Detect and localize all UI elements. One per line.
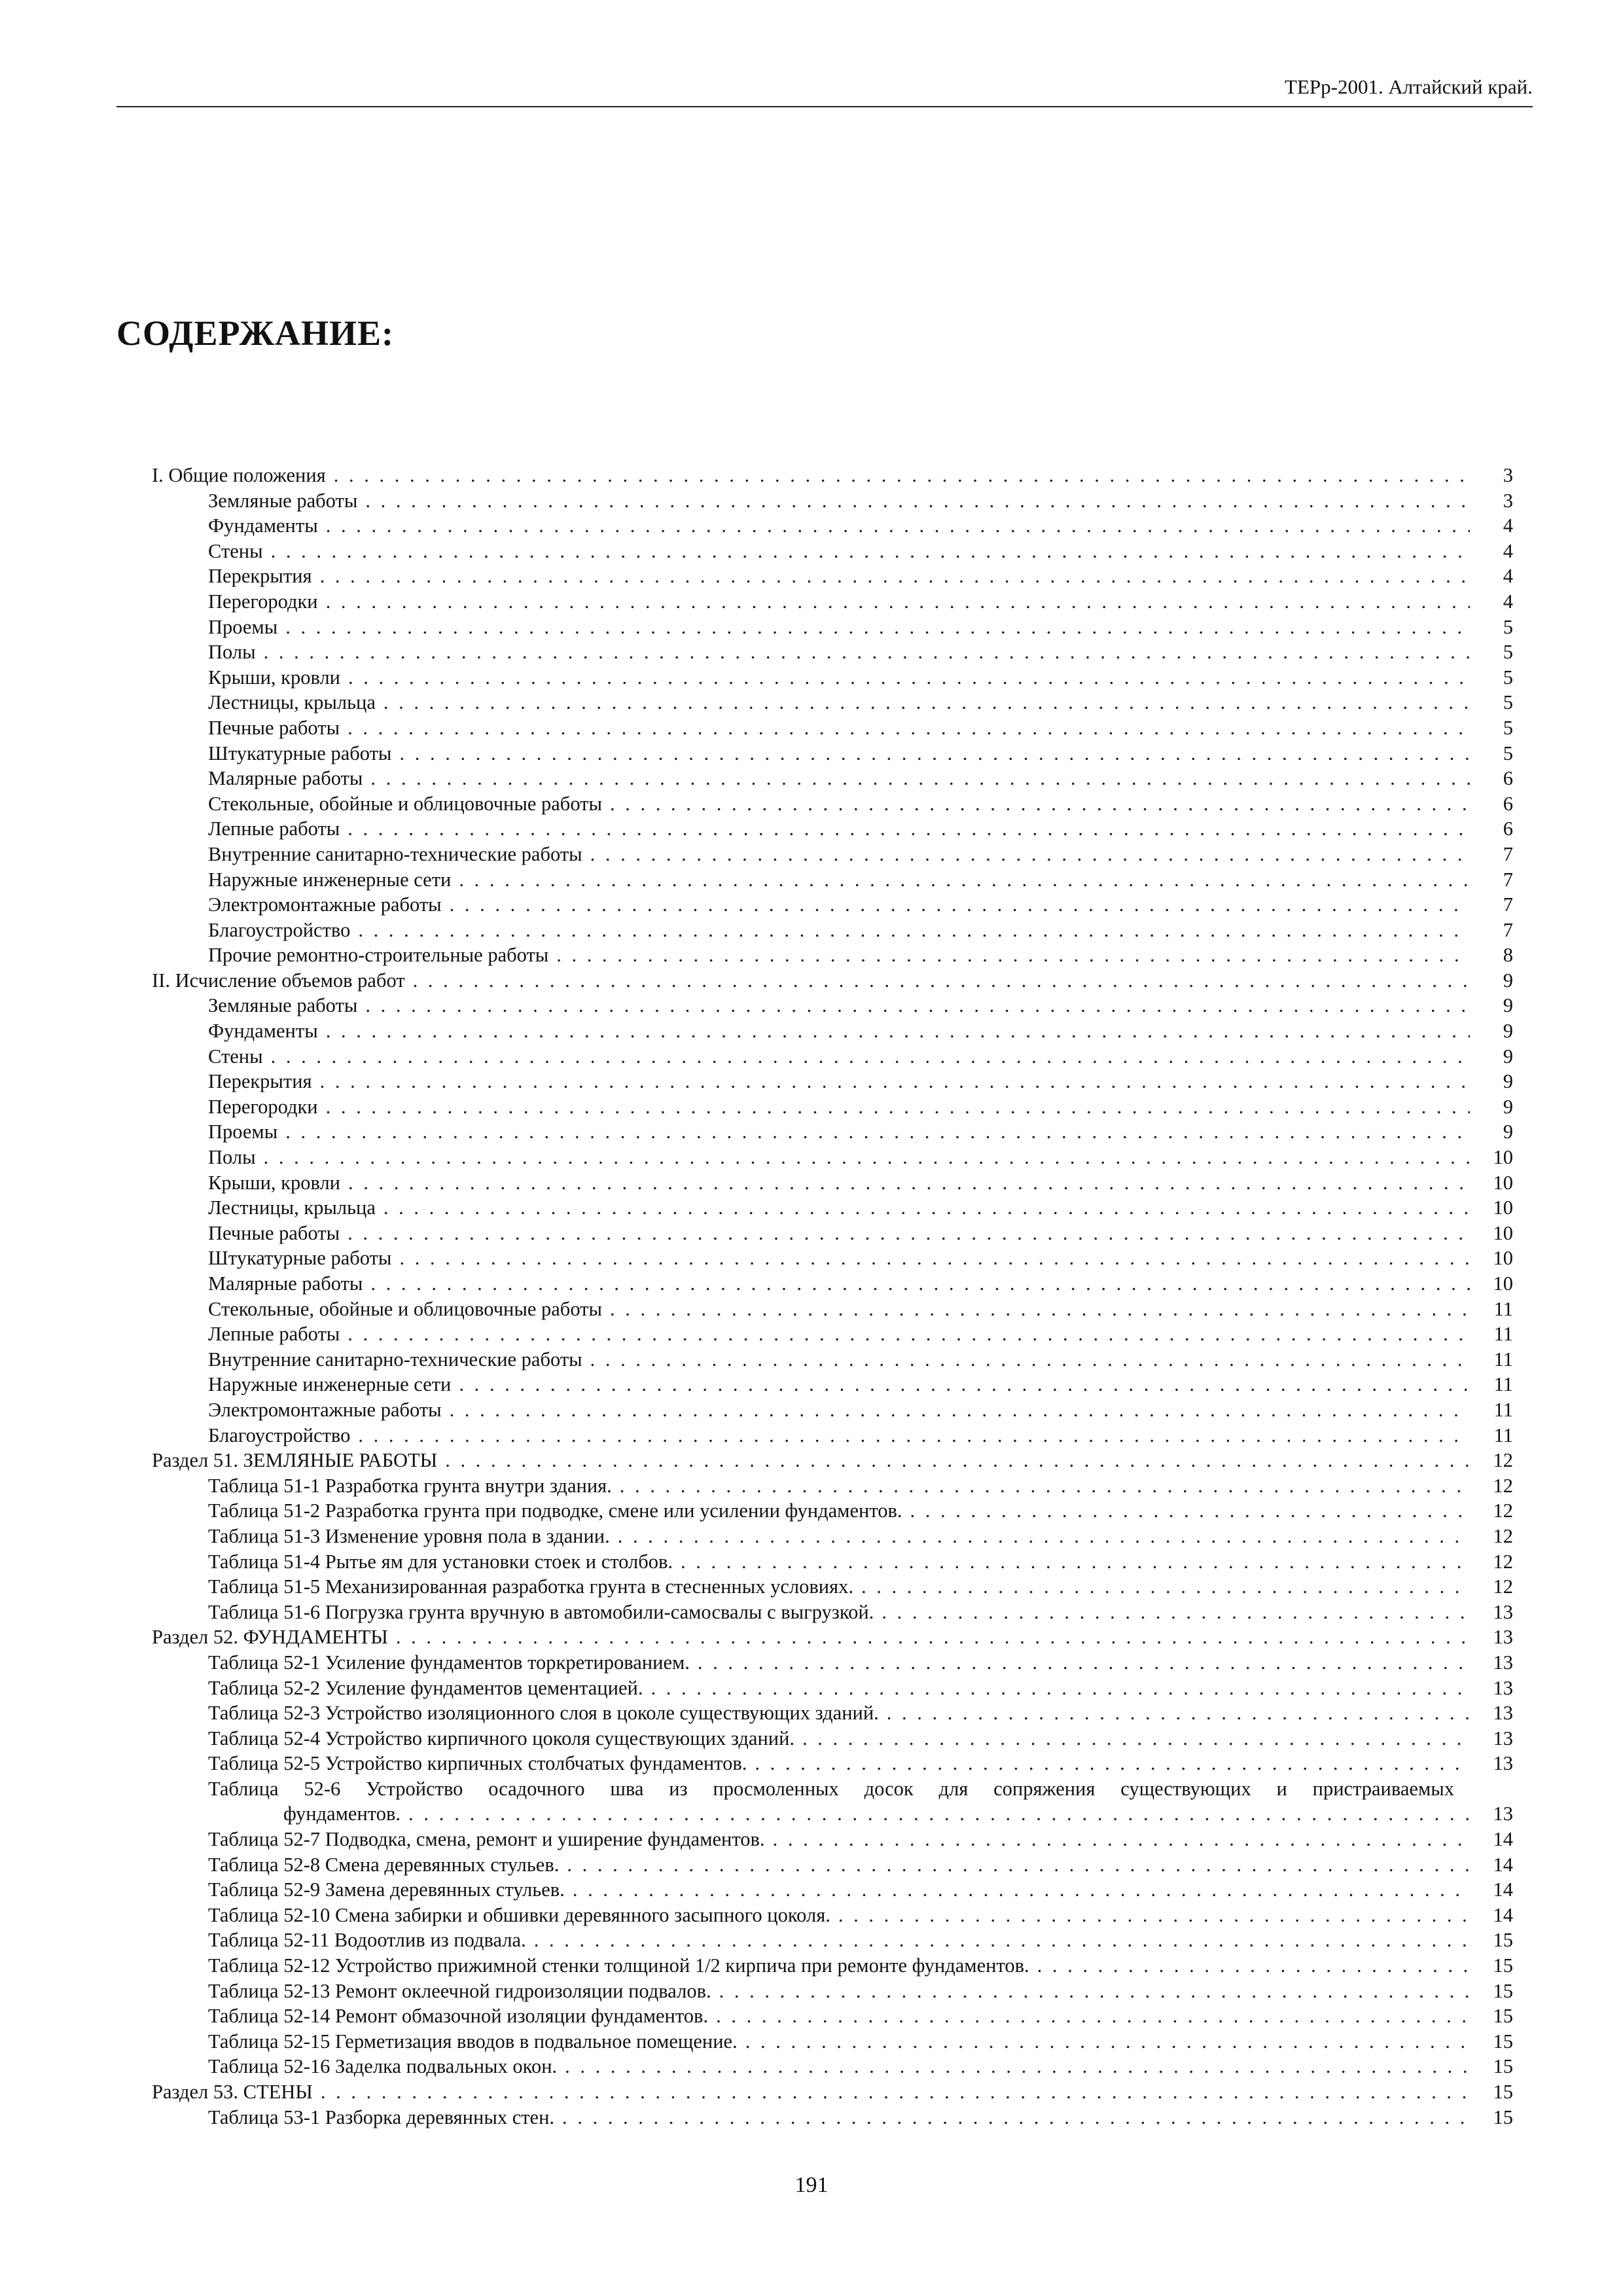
toc-entry-text: Стекольные, обойные и облицовочные работы: [208, 1297, 602, 1320]
toc-entry[interactable]: [152, 1221, 1513, 1246]
toc-entry-text: Таблица 52-8 Смена деревянных стульев.: [208, 1853, 560, 1876]
toc-entry-text: Таблица 52-2 Усиление фундаментов цементацией.: [208, 1676, 643, 1699]
dot-leader: [573, 1877, 1470, 1903]
toc-entry-text: Штукатурные работы: [208, 1247, 392, 1270]
dot-leader: [882, 1600, 1470, 1625]
dot-leader: [264, 1145, 1470, 1170]
toc-page-number: 14: [1493, 1903, 1513, 1926]
toc-entry-text: Перекрытия: [208, 565, 312, 588]
toc-page-number: 15: [1493, 1929, 1513, 1952]
toc-page-number: 7: [1503, 868, 1513, 891]
toc-page-number: 10: [1493, 1272, 1513, 1295]
toc-entry[interactable]: [152, 1524, 1513, 1549]
toc-entry-text-continued: фундаментов.: [283, 1803, 401, 1825]
toc-entry-text: Крыши, кровли: [208, 1171, 341, 1194]
toc-entry[interactable]: [152, 2003, 1513, 2029]
dot-leader: [719, 1979, 1470, 2004]
toc-entry[interactable]: [152, 463, 1513, 488]
toc-page-number: 3: [1503, 464, 1513, 486]
dot-leader: [698, 1650, 1470, 1676]
toc-entry[interactable]: [152, 791, 1513, 817]
toc-page-number: 10: [1493, 1146, 1513, 1169]
toc-page-number: 15: [1493, 1979, 1513, 2002]
toc-entry[interactable]: [152, 1397, 1513, 1423]
dot-leader: [562, 2105, 1470, 2130]
toc-entry[interactable]: [152, 892, 1513, 918]
dot-leader: [334, 463, 1470, 488]
toc-entry-text: Малярные работы: [208, 1272, 363, 1295]
toc-page-number: 9: [1503, 1095, 1513, 1118]
toc-entry-text: Таблица 52-11 Водоотлив из подвала.: [208, 1929, 526, 1952]
toc-page-number: 15: [1493, 2081, 1513, 2103]
toc-page-number: 3: [1503, 489, 1513, 512]
toc-entry[interactable]: [152, 2029, 1513, 2054]
toc-page-number: 9: [1503, 1045, 1513, 1067]
dot-leader: [399, 741, 1470, 766]
toc-entry[interactable]: [152, 2054, 1513, 2079]
toc-entry-text: Таблица 52-7 Подводка, смена, ремонт и уширение фундаментов.: [208, 1828, 765, 1851]
dot-leader: [620, 1473, 1470, 1499]
dot-leader: [413, 968, 1470, 994]
toc-page-number: 5: [1503, 691, 1513, 714]
toc-entry[interactable]: [152, 1423, 1513, 1448]
toc-entry-text: Таблица 51-5 Механизированная разработка грунта в стесненных условиях.: [208, 1575, 853, 1598]
toc-entry[interactable]: [152, 1676, 1513, 1701]
toc-entry-text: Стены: [208, 539, 263, 562]
toc-page-number: 9: [1503, 969, 1513, 992]
dot-leader: [610, 791, 1470, 817]
toc-entry-text: Таблица 52-10 Смена забирки и обшивки деревянного засыпного цоколя.: [208, 1903, 830, 1926]
toc-page-number: 6: [1503, 817, 1513, 840]
toc-page-number: 15: [1493, 2106, 1513, 2128]
dot-leader: [802, 1726, 1470, 1751]
toc-entry[interactable]: [152, 867, 1513, 893]
toc-entry-text: Перегородки: [208, 1095, 318, 1118]
toc-entry-text: Таблица 51-3 Изменение уровня пола в здании.: [208, 1524, 610, 1547]
dot-leader: [271, 539, 1470, 564]
toc-page-number: 10: [1493, 1196, 1513, 1219]
toc-entry-text: Перегородки: [208, 590, 318, 613]
toc-entry[interactable]: [152, 842, 1513, 867]
toc-entry[interactable]: [152, 1145, 1513, 1170]
toc-entry-text: I. Общие положения: [152, 464, 326, 486]
toc-entry[interactable]: [152, 1600, 1513, 1625]
toc-entry[interactable]: [152, 1877, 1513, 1903]
toc-page-number: 13: [1493, 1600, 1513, 1623]
toc-entry-text: Внутренние санитарно-технические работы: [208, 1348, 582, 1371]
toc-page-number: 9: [1503, 1121, 1513, 1143]
dot-leader: [320, 564, 1470, 589]
dot-leader: [450, 892, 1470, 918]
toc-page-number: 4: [1503, 539, 1513, 562]
dot-leader: [450, 1397, 1470, 1423]
toc-page-number: 9: [1503, 994, 1513, 1017]
toc-entry-text: Лепные работы: [208, 1323, 340, 1346]
toc-page-number: 14: [1493, 1878, 1513, 1901]
toc-page-number: 5: [1503, 615, 1513, 638]
toc-entry[interactable]: [152, 1776, 1513, 1827]
toc-entry-text: Стекольные, обойные и облицовочные работы: [208, 792, 602, 815]
toc-page-number: 12: [1493, 1575, 1513, 1598]
toc-entry[interactable]: [152, 1549, 1513, 1575]
dot-leader: [264, 639, 1470, 665]
page-title: СОДЕРЖАНИЕ:: [116, 314, 394, 353]
toc-entry-text: Таблица 51-4 Рытье ям для установки стоек и столбов.: [208, 1550, 673, 1573]
toc-entry-text: Печные работы: [208, 716, 340, 739]
dot-leader: [370, 766, 1470, 791]
dot-leader: [396, 1624, 1470, 1650]
toc-entry-text: Лестницы, крыльца: [208, 691, 376, 714]
toc-page-number: 6: [1503, 767, 1513, 790]
toc-page-number: 13: [1493, 1727, 1513, 1749]
toc-entry-text: Таблица 52-9 Замена деревянных стульев.: [208, 1878, 565, 1901]
toc-page-number: 5: [1503, 666, 1513, 689]
toc-entry-text: Таблица 52-16 Заделка подвальных окон.: [208, 2055, 558, 2078]
toc-entry[interactable]: [152, 1953, 1513, 1979]
dot-leader: [681, 1549, 1470, 1575]
toc-entry[interactable]: [152, 1069, 1513, 1094]
dot-leader: [534, 1928, 1470, 1953]
toc-entry[interactable]: [152, 1018, 1513, 1044]
toc-entry[interactable]: [152, 741, 1513, 766]
running-header-title: ТЕРр-2001. Алтайский край.: [1285, 75, 1533, 98]
toc-entry[interactable]: [152, 1624, 1513, 1650]
toc-page-number: 8: [1503, 944, 1513, 967]
toc-page-number: 5: [1503, 716, 1513, 739]
toc-page-number: 13: [1493, 1651, 1513, 1674]
toc-entry[interactable]: [152, 1903, 1513, 1928]
toc-page-number: 13: [1493, 1702, 1513, 1725]
dot-leader: [459, 867, 1470, 893]
dot-leader: [408, 1801, 1470, 1827]
toc-entry[interactable]: [152, 1852, 1513, 1878]
dot-leader: [365, 488, 1470, 514]
toc-page-number: 10: [1493, 1247, 1513, 1270]
toc-entry[interactable]: [152, 1119, 1513, 1145]
toc-page-number: 4: [1503, 590, 1513, 613]
page-number: 191: [794, 2173, 829, 2197]
toc-page-number: 4: [1503, 565, 1513, 588]
toc-entry-text: Наружные инженерные сети: [208, 1373, 452, 1396]
toc-entry-text: Полы: [208, 641, 256, 664]
dot-leader: [556, 942, 1470, 968]
toc-entry-text: Раздел 51. ЗЕМЛЯНЫЕ РАБОТЫ: [152, 1449, 438, 1472]
toc-page-number: 5: [1503, 742, 1513, 764]
toc-entry[interactable]: [152, 539, 1513, 564]
toc-entry[interactable]: [152, 1473, 1513, 1499]
table-of-contents: [152, 463, 1513, 2130]
toc-entry-text: Электромонтажные работы: [208, 893, 442, 916]
dot-leader: [910, 1498, 1470, 1524]
dot-leader: [1037, 1953, 1470, 1979]
toc-entry-text: Прочие ремонтно-строительные работы: [208, 944, 549, 967]
dot-leader: [399, 1246, 1470, 1271]
toc-entry[interactable]: [152, 2079, 1513, 2105]
toc-entry-text: Благоустройство: [208, 918, 351, 941]
toc-entry[interactable]: [152, 1246, 1513, 1271]
toc-page-number: 12: [1493, 1550, 1513, 1573]
dot-leader: [445, 1448, 1470, 1473]
toc-entry[interactable]: [152, 564, 1513, 589]
toc-page-number: 10: [1493, 1171, 1513, 1194]
toc-entry-text: Таблица 53-1 Разборка деревянных стен.: [208, 2106, 555, 2128]
toc-entry[interactable]: [152, 488, 1513, 514]
toc-entry[interactable]: [152, 589, 1513, 615]
dot-leader: [285, 1119, 1470, 1145]
toc-entry-text: Таблица 52-1 Усиление фундаментов торкретированием.: [208, 1651, 690, 1674]
dot-leader: [565, 2054, 1470, 2079]
dot-leader: [326, 1018, 1470, 1044]
toc-entry-text: Таблица 51-1 Разработка грунта внутри здания.: [208, 1474, 612, 1497]
toc-entry-text: Таблица 52-15 Герметизация вводов в подвальное помещение.: [208, 2030, 738, 2053]
toc-page-number: 15: [1493, 2005, 1513, 2028]
dot-leader: [383, 690, 1470, 715]
toc-entry-text: Перекрытия: [208, 1070, 312, 1093]
dot-leader: [567, 1852, 1470, 1878]
toc-page-number: 14: [1493, 1853, 1513, 1876]
toc-entry[interactable]: [152, 766, 1513, 791]
toc-page-number: 11: [1493, 1323, 1513, 1346]
toc-entry[interactable]: [152, 1195, 1513, 1221]
dot-leader: [590, 842, 1470, 867]
dot-leader: [716, 2003, 1470, 2029]
toc-entry-text: Фундаменты: [208, 1020, 318, 1043]
dot-leader: [370, 1271, 1470, 1297]
toc-entry[interactable]: [152, 1094, 1513, 1120]
toc-entry[interactable]: [152, 1700, 1513, 1726]
toc-entry-text: Наружные инженерные сети: [208, 868, 452, 891]
dot-leader: [383, 1195, 1470, 1221]
toc-entry-text: Лестницы, крыльца: [208, 1196, 376, 1219]
toc-entry-text: Земляные работы: [208, 489, 358, 512]
dot-leader: [610, 1297, 1470, 1322]
toc-entry[interactable]: [152, 1448, 1513, 1473]
dot-leader: [321, 2079, 1470, 2105]
toc-entry[interactable]: [152, 715, 1513, 741]
toc-entry-text: Штукатурные работы: [208, 742, 392, 764]
toc-entry[interactable]: [152, 1574, 1513, 1600]
toc-entry-text: Проемы: [208, 615, 278, 638]
toc-entry[interactable]: [152, 615, 1513, 640]
toc-page-number: 11: [1493, 1373, 1513, 1396]
toc-entry-text: Раздел 52. ФУНДАМЕНТЫ: [152, 1626, 388, 1649]
toc-entry-text: Таблица 52-5 Устройство кирпичных столбчатых фундаментов.: [208, 1752, 747, 1775]
toc-entry-text: Полы: [208, 1146, 256, 1169]
dot-leader: [320, 1069, 1470, 1094]
toc-page-number: 13: [1493, 1626, 1513, 1649]
toc-entry[interactable]: [152, 665, 1513, 691]
toc-page-number: 15: [1493, 2030, 1513, 2053]
toc-entry-text: Таблица 51-2 Разработка грунта при подводке, смене или усилении фундаментов.: [208, 1499, 902, 1522]
toc-page-number: 11: [1493, 1398, 1513, 1421]
toc-entry-text: Таблица 52-4 Устройство кирпичного цоколя существующих зданий.: [208, 1727, 795, 1749]
toc-entry-text: Фундаменты: [208, 514, 318, 537]
dot-leader: [838, 1903, 1470, 1928]
dot-leader: [326, 1094, 1470, 1120]
dot-leader: [348, 1170, 1470, 1196]
toc-entry-text: Печные работы: [208, 1221, 340, 1244]
toc-entry-text: Таблица 52-6 Устройство осадочного шва из просмоленных досок для сопряжения существующих и пристраиваемых: [208, 1777, 1454, 1800]
toc-entry[interactable]: [152, 1170, 1513, 1196]
toc-entry[interactable]: [152, 993, 1513, 1018]
toc-entry-text: Земляные работы: [208, 994, 358, 1017]
toc-entry-text: Крыши, кровли: [208, 666, 341, 689]
toc-page-number: 11: [1493, 1424, 1513, 1446]
dot-leader: [651, 1676, 1470, 1701]
toc-page-number: 9: [1503, 1070, 1513, 1093]
toc-entry[interactable]: [152, 1297, 1513, 1322]
dot-leader: [618, 1524, 1470, 1549]
toc-entry-text: Малярные работы: [208, 767, 363, 790]
toc-page-number: 13: [1493, 1803, 1513, 1825]
toc-entry[interactable]: [152, 1751, 1513, 1776]
toc-page-number: 10: [1493, 1221, 1513, 1244]
toc-entry[interactable]: [152, 1347, 1513, 1372]
toc-entry-text: Раздел 53. СТЕНЫ: [152, 2081, 313, 2103]
toc-page-number: 12: [1493, 1474, 1513, 1497]
toc-entry-text: Таблица 52-3 Устройство изоляционного слоя в цоколе существующих зданий.: [208, 1702, 879, 1725]
toc-page-number: 11: [1493, 1348, 1513, 1371]
toc-page-number: 7: [1503, 842, 1513, 865]
toc-entry[interactable]: [152, 2105, 1513, 2130]
dot-leader: [285, 615, 1470, 640]
toc-page-number: 11: [1493, 1297, 1513, 1320]
dot-leader: [348, 665, 1470, 691]
dot-leader: [590, 1347, 1470, 1372]
toc-entry[interactable]: [152, 1498, 1513, 1524]
toc-entry[interactable]: [152, 1726, 1513, 1751]
toc-entry-text: Таблица 52-14 Ремонт обмазочной изоляции фундаментов.: [208, 2005, 709, 2028]
toc-page-number: 7: [1503, 918, 1513, 941]
dot-leader: [326, 513, 1470, 539]
dot-leader: [861, 1574, 1470, 1600]
dot-leader: [271, 1044, 1470, 1069]
toc-page-number: 5: [1503, 641, 1513, 664]
toc-page-number: 7: [1503, 893, 1513, 916]
toc-page-number: 13: [1493, 1676, 1513, 1699]
toc-page-number: 15: [1493, 2055, 1513, 2078]
toc-entry[interactable]: [152, 1827, 1513, 1852]
toc-entry-text: Таблица 51-6 Погрузка грунта вручную в автомобили-самосвалы с выгрузкой.: [208, 1600, 874, 1623]
toc-entry[interactable]: [152, 918, 1513, 943]
toc-entry-text: Проемы: [208, 1121, 278, 1143]
toc-page-number: 12: [1493, 1449, 1513, 1472]
dot-leader: [745, 2029, 1470, 2054]
toc-page-number: 6: [1503, 792, 1513, 815]
dot-leader: [358, 918, 1470, 943]
toc-entry[interactable]: [152, 1321, 1513, 1347]
toc-page-number: 14: [1493, 1828, 1513, 1851]
toc-page-number: 9: [1503, 1020, 1513, 1043]
toc-entry[interactable]: [152, 1271, 1513, 1297]
toc-page-number: 15: [1493, 1954, 1513, 1977]
dot-leader: [773, 1827, 1470, 1852]
toc-entry[interactable]: [152, 816, 1513, 842]
toc-entry[interactable]: [152, 513, 1513, 539]
dot-leader: [358, 1423, 1470, 1448]
toc-entry-continuation: [208, 1801, 1513, 1827]
toc-entry[interactable]: [152, 1650, 1513, 1676]
toc-entry-text: II. Исчисление объемов работ: [152, 969, 405, 992]
toc-entry-text: Таблица 52-12 Устройство прижимной стенки толщиной 1/2 кирпича при ремонте фундаментов.: [208, 1954, 1029, 1977]
toc-page-number: 4: [1503, 514, 1513, 537]
toc-page-number: 13: [1493, 1752, 1513, 1775]
dot-leader: [348, 715, 1470, 741]
dot-leader: [365, 993, 1470, 1018]
toc-entry-text: Лепные работы: [208, 817, 340, 840]
dot-leader: [459, 1372, 1470, 1397]
dot-leader: [348, 1221, 1470, 1246]
toc-entry[interactable]: [152, 690, 1513, 715]
dot-leader: [326, 589, 1470, 615]
toc-entry[interactable]: [152, 1044, 1513, 1069]
toc-entry[interactable]: [152, 968, 1513, 994]
toc-entry-text: Благоустройство: [208, 1424, 351, 1446]
toc-entry-text: Стены: [208, 1045, 263, 1067]
dot-leader: [887, 1700, 1470, 1726]
toc-entry[interactable]: [152, 1979, 1513, 2004]
dot-leader: [348, 816, 1470, 842]
toc-entry-text: Внутренние санитарно-технические работы: [208, 842, 582, 865]
dot-leader: [755, 1751, 1470, 1776]
toc-entry[interactable]: [152, 639, 1513, 665]
toc-entry[interactable]: [152, 1372, 1513, 1397]
toc-page-number: 12: [1493, 1524, 1513, 1547]
toc-entry[interactable]: [152, 1928, 1513, 1953]
toc-entry-text: Электромонтажные работы: [208, 1398, 442, 1421]
running-header: [116, 73, 1533, 107]
dot-leader: [348, 1321, 1470, 1347]
toc-entry-text: Таблица 52-13 Ремонт оклеечной гидроизоляции подвалов.: [208, 1979, 711, 2002]
toc-page-number: 12: [1493, 1499, 1513, 1522]
toc-entry[interactable]: [152, 942, 1513, 968]
